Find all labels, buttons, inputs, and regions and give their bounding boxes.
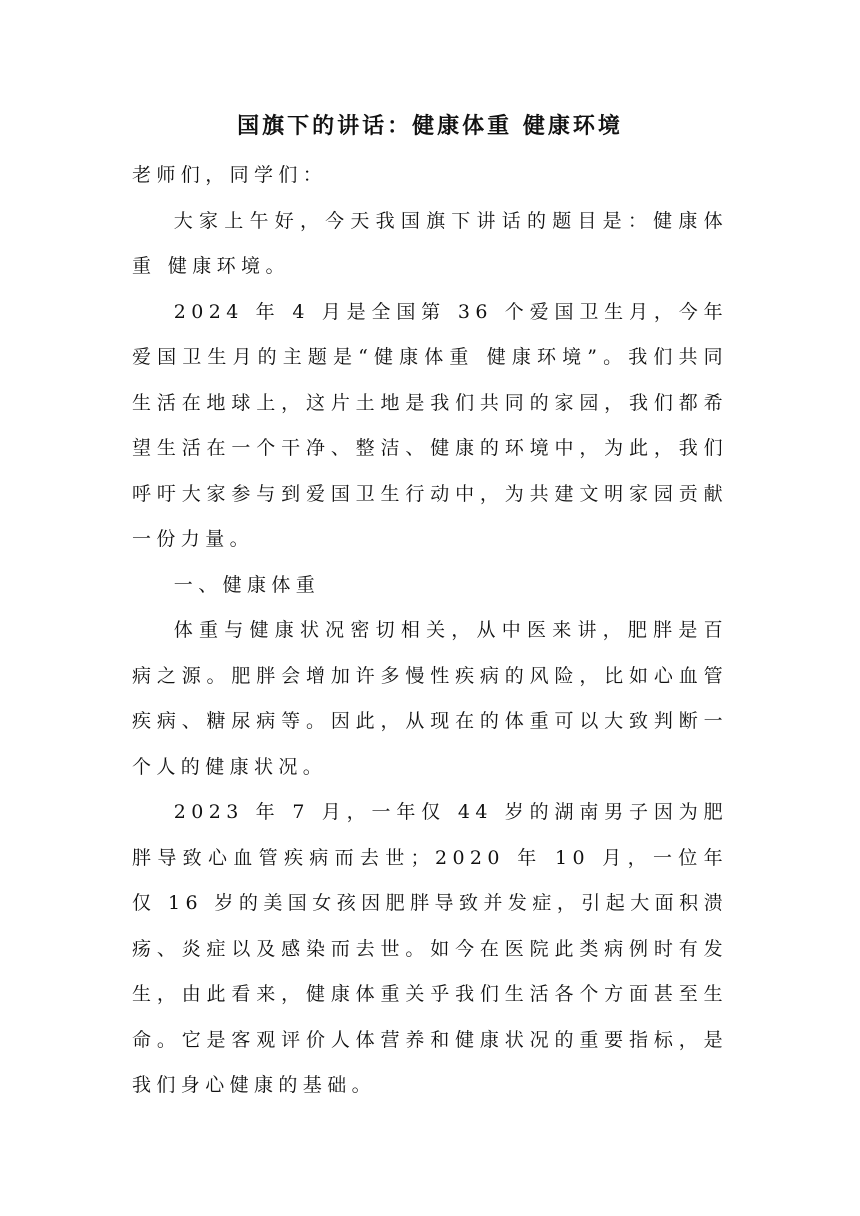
greeting-line: 老师们，同学们： bbox=[132, 164, 328, 186]
paragraph-theme: 2024 年 4 月是全国第 36 个爱国卫生月，今年爱国卫生月的主题是“健康体重 健康环境”。我们共同生活在地球上，这片土地是我们共同的家园，我们都希望生活在一个干净、整洁、健康的环境中，为此，我们呼吁大家参与到爱国卫生行动中，为共建文明家园贡献一份力量。 bbox=[132, 300, 728, 550]
paragraph-intro: 大家上午好，今天我国旗下讲话的题目是：健康体重 健康环境。 bbox=[132, 209, 728, 277]
document-body bbox=[132, 153, 728, 1109]
paragraph-weight-health: 体重与健康状况密切相关，从中医来讲，肥胖是百病之源。肥胖会增加许多慢性疾病的风险，比如心血管疾病、糖尿病等。因此，从现在的体重可以大致判断一个人的健康状况。 bbox=[132, 619, 728, 778]
page-title: 国旗下的讲话：健康体重 健康环境 bbox=[237, 114, 623, 139]
section-heading-healthy-weight: 一、健康体重 bbox=[173, 573, 321, 596]
paragraph-cases: 2023 年 7 月，一年仅 44 岁的湖南男子因为肥胖导致心血管疾病而去世；2020 年 10 月，一位年仅 16 岁的美国女孩因肥胖导致并发症，引起大面积溃疡、炎症以及感染而去世。如今在医院此类病例时有发生，由此看来，健康体重关乎我们生活各个方面甚至生命。它是客观评价人体营养和健康状况的重要指标，是我们身心健康的基础。 bbox=[132, 801, 728, 1096]
